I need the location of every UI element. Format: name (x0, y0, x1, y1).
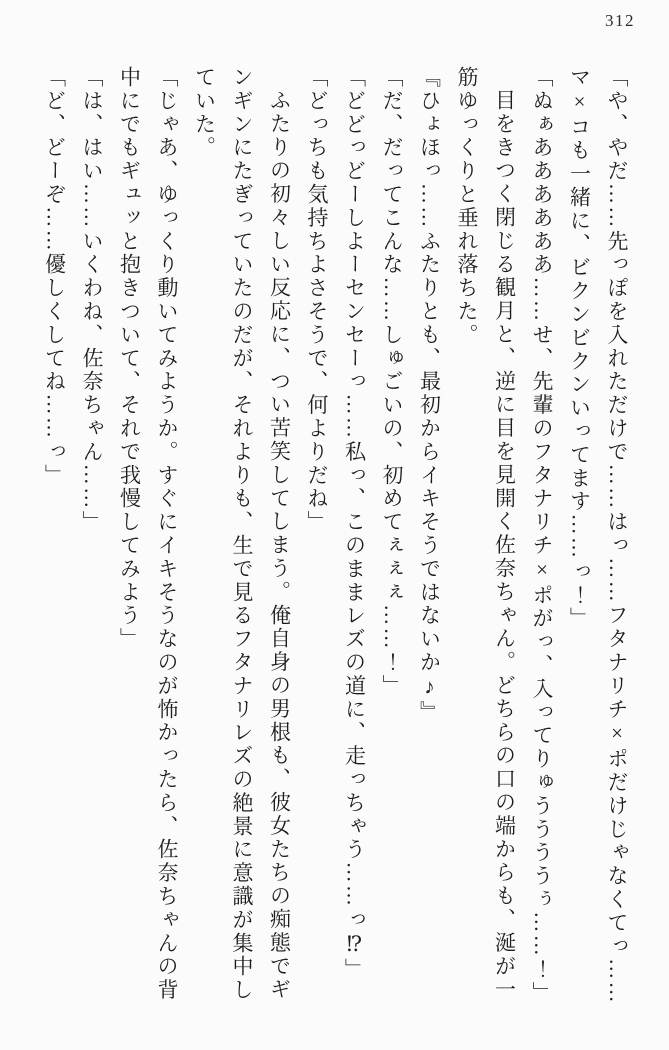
text-column-3: 「ぬぁああああああ……せ、先輩のフタナリチ×ポがっ、入ってりゅううううぅ……！」 (530, 66, 554, 1005)
page-number: 312 (605, 11, 635, 30)
text-column-5: 筋ゆっくりと垂れ落ちた。 (455, 66, 479, 347)
text-column-2: マ×コも一緒に、ビクンビクンいってます……っ！」 (567, 66, 592, 631)
text-column-8: 「どどっどーしよーセンセーっ……私っ、このままレズの道に、走っちゃう……っ⁉」 (342, 66, 367, 982)
text-column-4: 目をきつく閉じる観月と、逆に目を見開く佐奈ちゃん。どちらの口の端からも、涎が一 (492, 89, 517, 1002)
text-column-7: 「だ、だってこんな……しゅごいの、初めてぇぇぇ……！」 (380, 66, 404, 698)
text-block (35, 66, 635, 1006)
text-column-14: 中にでもギュッと抱きついて、それで我慢してみよう」 (117, 66, 142, 651)
text-column-9: 「どっちも気持ちよさそうで、何よりだね」 (305, 66, 329, 534)
text-column-1: 「や、やだ……先っぽを入れただけで……はっ……フタナリチ×ポだけじゃなくてっ…… (605, 66, 629, 1005)
text-column-11: ンギンにたぎっていたのだが、それよりも、生で見るフタナリレズの絶景に意識が集中し (230, 66, 254, 1002)
text-column-16: 「ど、どーぞ……優しくしてね……っ」 (42, 66, 67, 488)
text-column-6: 『ひょほっ……ふたりとも、最初からイキそうではないか♪』 (417, 66, 442, 725)
text-column-12: ていた。 (192, 66, 217, 160)
text-column-13: 「じゃあ、ゆっくり動いてみようか。すぐにイキそうなのが怖かったら、佐奈ちゃんの背 (155, 66, 179, 1002)
text-column-15: 「は、はい……いくわね、佐奈ちゃん……」 (80, 66, 104, 534)
text-column-10: ふたりの初々しい反応に、つい苦笑してしまう。俺自身の男根も、彼女たちの痴態でギ (267, 89, 292, 1002)
